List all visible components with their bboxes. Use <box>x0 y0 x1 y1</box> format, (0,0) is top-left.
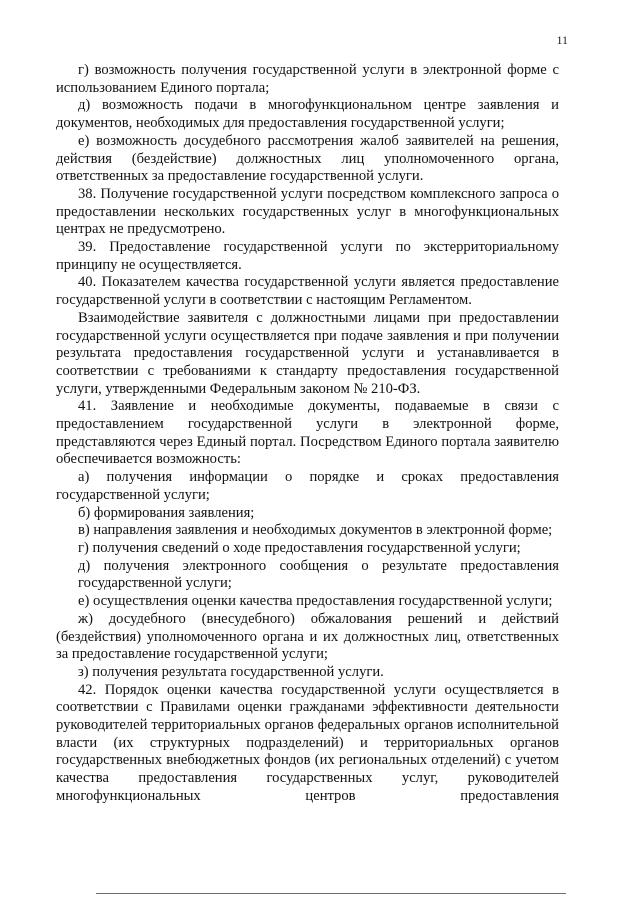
paragraph-41: 41. Заявление и необходимые документы, подаваемые в связи с предоставлением государственной услуги в электронной форме, представляются через Единый портал. Посредством Единого портала заявителю обеспечивается возможность: <box>56 398 559 468</box>
list-item-d: д) получения электронного сообщения о результате предоставления государственной услуги; <box>78 557 559 592</box>
paragraph-40: 40. Показателем качества государственной услуги является предоставление государственной услуги в соответствии с настоящим Регламентом. <box>56 274 559 309</box>
list-item-e: е) осуществления оценки качества предоставления государственной услуги; <box>78 593 553 610</box>
list-item-a: а) получения информации о порядке и сроках предоставления государственной услуги; <box>56 469 559 503</box>
paragraph-38: 38. Получение государственной услуги посредством комплексного запроса о предоставлении нескольких государственных услуг в многофункциональных центрах не предусмотрено. <box>56 185 559 238</box>
paragraph-39: 39. Предоставление государственной услуги по экстерриториальному принципу не осуществляется. <box>56 239 559 273</box>
list-item-z: з) получения результата государственной услуги. <box>78 663 384 680</box>
paragraph-d-mfc-submission: д) возможность подачи в многофункциональном центре заявления и документов, необходимых для предоставления государственной услуги; <box>56 97 559 132</box>
paragraph-g-electronic-form: г) возможность получения государственной услуги в электронной форме с использованием Единого портала; <box>56 62 559 96</box>
list-item-v: в) направления заявления и необходимых документов в электронной форме; <box>78 522 553 539</box>
bottom-rule <box>96 893 566 894</box>
paragraph-e-pretrial-appeal: е) возможность досудебного рассмотрения жалоб заявителей на решения, действия (бездействие) должностных лиц уполномоченного органа, ответственных за предоставление государственной услуги. <box>56 132 559 185</box>
list-item-b: б) формирования заявления; <box>78 504 255 521</box>
list-item-zh: ж) досудебного (внесудебного) обжалования решений и действий (бездействия) уполномоченного органа и их должностных лиц, ответственных за предоставление государственной услуги; <box>56 610 559 663</box>
paragraph-interaction: Взаимодействие заявителя с должностными лицами при предоставлении государственной услуги осуществляется при подаче заявления и при получении результата предоставления государственной услуги и устанавливается в соответствии с требованиями к стандарту предоставления государственной услуги, утвержденными Федеральным законом № 210-ФЗ. <box>56 309 559 397</box>
paragraph-42: 42. Порядок оценки качества государственной услуги осуществляется в соответствии с Правилами оценки гражданами эффективности деятельности руководителей территориальных органов федеральных органов исполнительной власти (их структурных подразделений) и территориальных органов государственных внебюджетных фондов (их региональных отделений) с учетом качества предоставления государственных услуг, руководителей многофункциональных центров предоставления <box>56 681 559 804</box>
list-item-g: г) получения сведений о ходе предоставления государственной услуги; <box>78 539 521 556</box>
document-body <box>56 62 559 806</box>
page-number: 11 <box>556 33 568 47</box>
